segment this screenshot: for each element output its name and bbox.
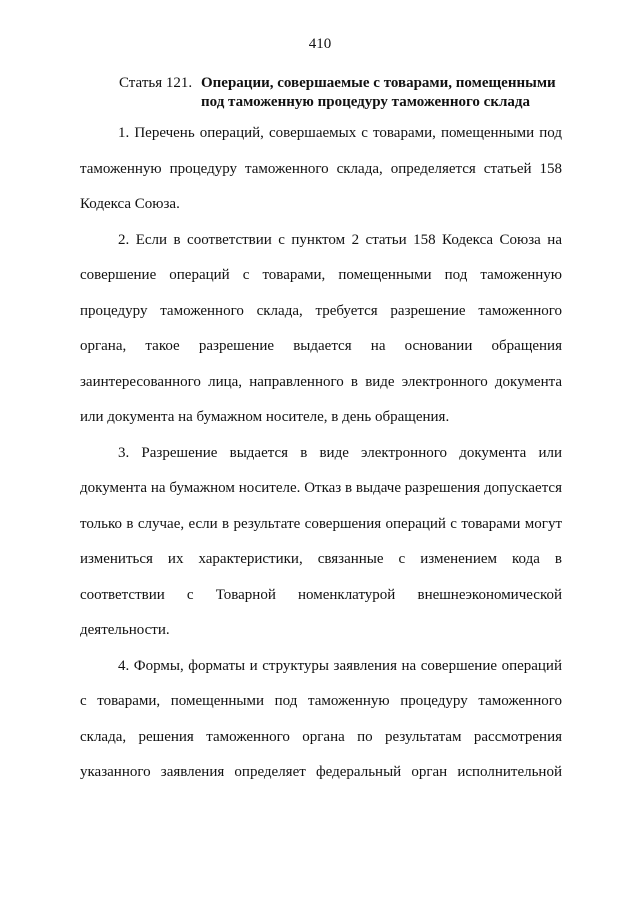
page-number: 410 [308,36,332,52]
text-line: с товарами, помещенными под таможенную процедуру таможенного [80,693,562,709]
text-line: 2. Если в соответствии с пунктом 2 статьи 158 Кодекса Союза на [118,231,562,248]
text-line: процедуру таможенного склада, требуется разрешение таможенного [80,302,562,319]
paragraph-2 [80,223,562,436]
text-line: органа, такое разрешение выдается на основании обращения [80,338,562,354]
text-line: 3. Разрешение выдается в виде электронного документа или [118,444,562,461]
text-line: измениться их характеристики, связанные с изменением кода в [80,551,562,567]
article-label: Статья 121. [119,75,193,91]
text-line: только в случае, если в результате совершения операций с товарами могут [80,515,562,532]
text-line: заинтересованного лица, направленного в виде электронного документа [80,373,562,390]
text-line: деятельности. [80,622,170,638]
text-line: таможенную процедуру таможенного склада, определяется статьей 158 [80,160,562,177]
paragraph-4 [80,649,562,791]
text-line: документа на бумажном носителе. Отказ в выдаче разрешения допускается [80,480,562,496]
text-line: 1. Перечень операций, совершаемых с товарами, помещенными под [118,125,562,141]
article-body [80,116,562,791]
article-title-line: Операции, совершаемые с товарами, помещенными [201,75,556,91]
text-line: Кодекса Союза. [80,196,180,212]
text-line: совершение операций с товарами, помещенными под таможенную [80,267,562,283]
text-line: 4. Формы, форматы и структуры заявления на совершение операций [118,657,562,674]
paragraph-1 [80,116,562,223]
text-line: указанного заявления определяет федеральный орган исполнительной [80,764,562,780]
article-title-line: под таможенную процедуру таможенного склада [201,94,530,110]
text-line: соответствии с Товарной номенклатурой внешнеэкономической [80,586,562,603]
article-title [201,74,601,112]
paragraph-3 [80,436,562,649]
text-line: или документа на бумажном носителе, в день обращения. [80,409,450,425]
text-line: склада, решения таможенного органа по результатам рассмотрения [80,728,562,745]
